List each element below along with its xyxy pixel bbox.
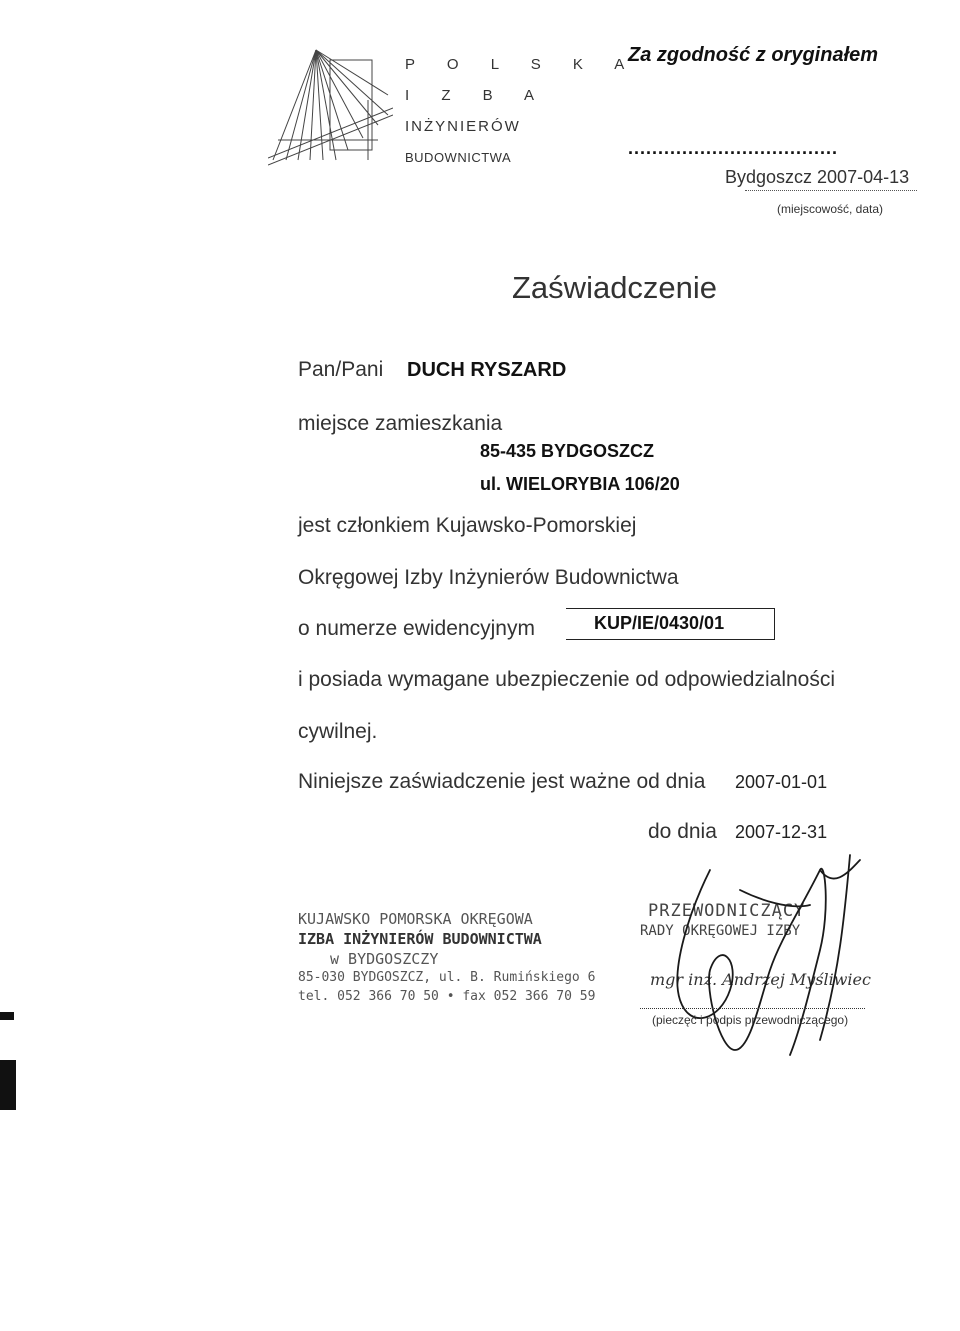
handwritten-signature-icon xyxy=(650,850,880,1060)
scan-margin-mark xyxy=(0,1012,14,1020)
signature-label: (pieczęć i podpis przewodniczącego) xyxy=(652,1013,849,1027)
address-line1: 85-435 BYDGOSZCZ xyxy=(480,441,655,461)
place-date: Bydgoszcz 2007-04-13 xyxy=(725,167,910,187)
stamp-line5: tel. 052 366 70 50 • fax 052 366 70 59 xyxy=(298,989,596,1004)
certified-copy-dotted-line: ................................... xyxy=(628,138,839,158)
person-name: DUCH RYSZARD xyxy=(407,359,567,381)
evidence-number: KUP/IE/0430/01 xyxy=(594,613,725,633)
org-name-line2: I Z B A xyxy=(405,87,549,104)
signature-stamp-line2: RADY OKRĘGOWEJ IZBY xyxy=(640,923,801,939)
stamp-line2: IZBA INŻYNIERÓW BUDOWNICTWA xyxy=(298,930,542,948)
signature-dotted-line xyxy=(640,1004,865,1009)
stamp-line3: w BYDGOSZCZY xyxy=(330,950,439,968)
org-name-line1: P O L S K A xyxy=(405,56,639,73)
signatory-name: mgr inż. Andrzej Myśliwiec xyxy=(650,970,871,989)
stamp-line4: 85-030 BYDGOSZCZ, ul. B. Rumińskiego 6 xyxy=(298,970,596,985)
org-name-line3: INŻYNIERÓW xyxy=(405,118,521,135)
membership-line1: jest członkiem Kujawsko-Pomorskiej xyxy=(298,514,637,537)
valid-to-label: do dnia xyxy=(648,820,717,843)
insurance-line2: cywilnej. xyxy=(298,720,378,743)
address-line2: ul. WIELORYBIA 106/20 xyxy=(480,474,680,494)
pzitb-logo-icon xyxy=(268,40,393,170)
document-title: Zaświadczenie xyxy=(512,270,718,305)
place-date-dotted-line xyxy=(745,184,917,191)
membership-line2: Okręgowej Izby Inżynierów Budownictwa xyxy=(298,566,679,589)
insurance-line1: i posiada wymagane ubezpieczenie od odpowiedzialności xyxy=(298,668,836,691)
signature-stamp-line1: PRZEWODNICZĄCY xyxy=(648,901,806,921)
valid-from-label: Niniejsze zaświadczenie jest ważne od dnia xyxy=(298,770,706,793)
address-label: miejsce zamieszkania xyxy=(298,412,503,435)
person-label: Pan/Pani xyxy=(298,358,384,381)
org-name-line4: BUDOWNICTWA xyxy=(405,150,512,165)
certified-copy-stamp: Za zgodność z oryginałem xyxy=(628,44,879,66)
stamp-line1: KUJAWSKO POMORSKA OKRĘGOWA xyxy=(298,910,533,928)
place-date-label: (miejscowość, data) xyxy=(777,202,884,216)
scan-margin-bar xyxy=(0,1060,16,1110)
valid-to-date: 2007-12-31 xyxy=(735,822,828,842)
valid-from-date: 2007-01-01 xyxy=(735,772,828,792)
evidence-label: o numerze ewidencyjnym xyxy=(298,617,535,640)
